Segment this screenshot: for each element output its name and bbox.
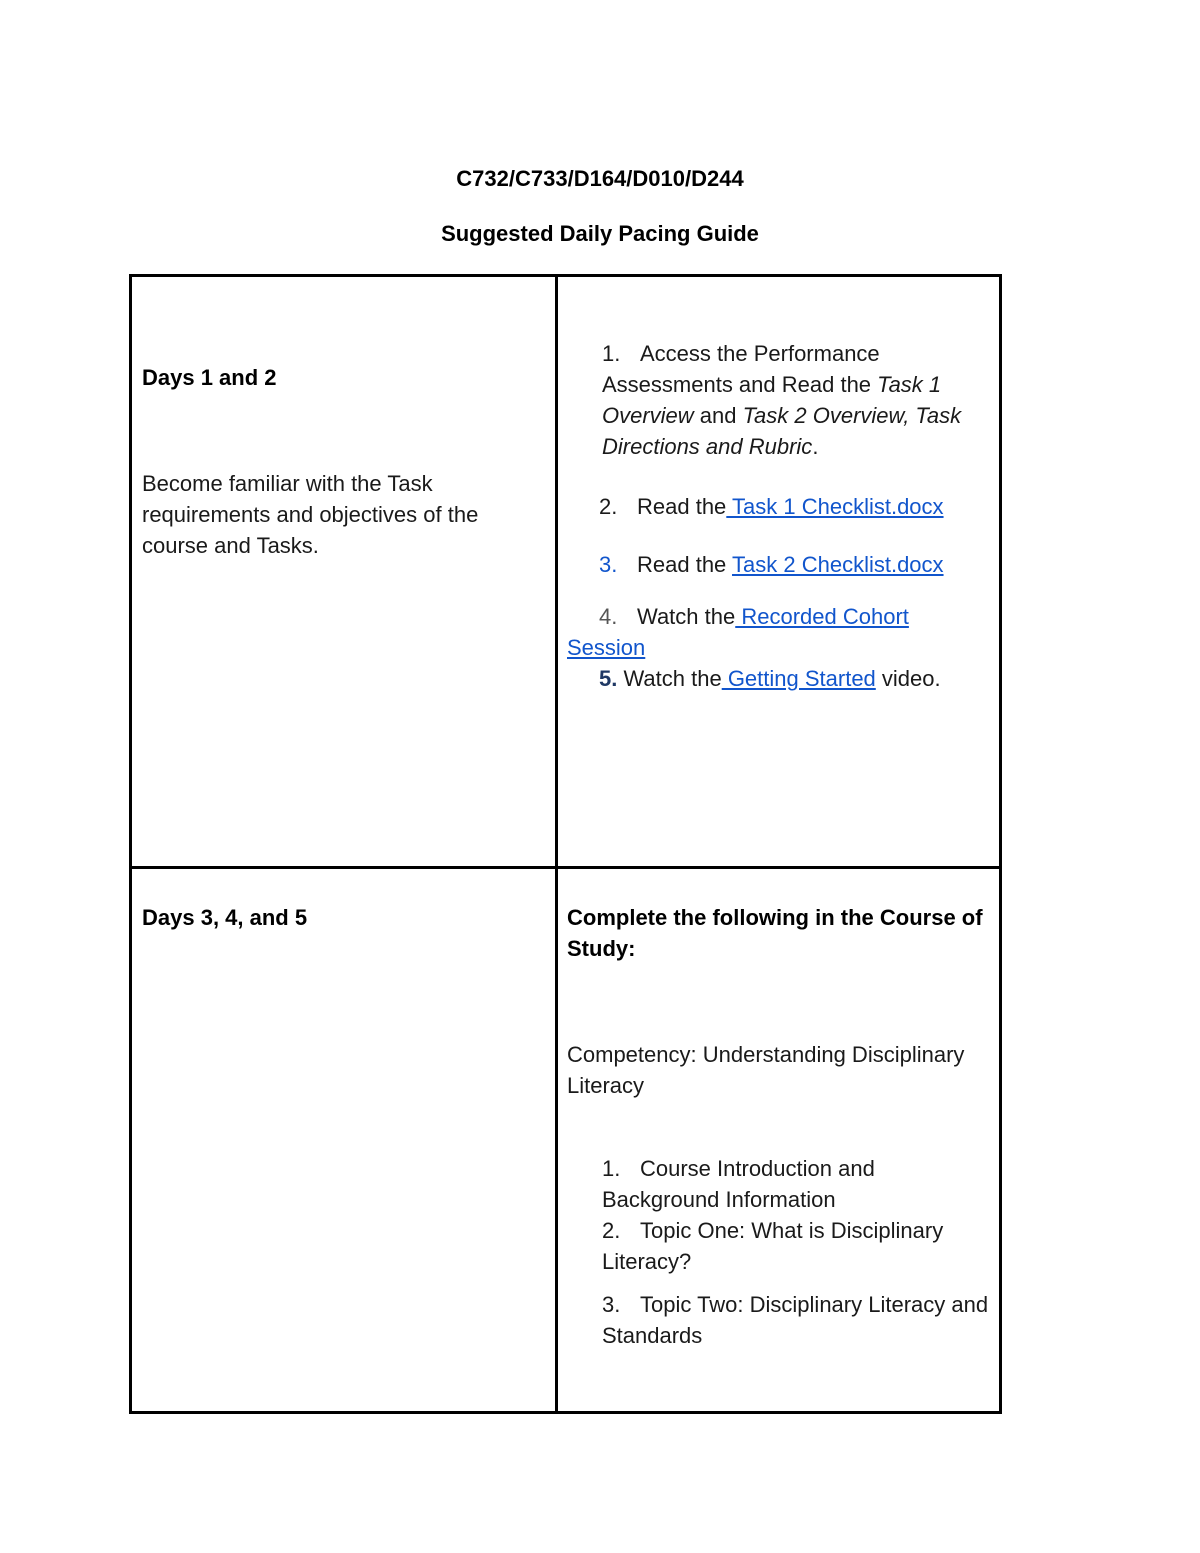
getting-started-link[interactable]: Getting Started: [721, 666, 876, 691]
table-cell-days-1-2: [131, 276, 557, 868]
topic-item: 2. Topic One: What is Disciplinary Literacy?: [602, 1215, 992, 1277]
day-label: Days 3, 4, and 5: [142, 905, 308, 930]
table-cell-days-3-5-steps: [557, 868, 1001, 1413]
topic-item: 1. Course Introduction and Background Information: [602, 1153, 992, 1215]
step-item: 4. Watch the Recorded Cohort Session: [567, 601, 967, 663]
step-item: 5. Watch the Getting Started video.: [599, 666, 941, 691]
topic-number: 1.: [602, 1156, 621, 1181]
step-item: 2. Read the Task 1 Checklist.docx: [599, 491, 999, 522]
recorded-cohort-session-link[interactable]: Recorded Cohort Session: [567, 604, 909, 660]
task-1-checklist-link[interactable]: Task 1 Checklist.docx: [726, 494, 944, 519]
course-codes: C732/C733/D164/D010/D244: [456, 166, 744, 191]
competency-text: Competency: Understanding Disciplinary Literacy: [567, 1042, 965, 1098]
topic-item: 3. Topic Two: Disciplinary Literacy and Standards: [602, 1289, 992, 1351]
table-cell-days-3-5: [131, 868, 557, 1413]
step-number: 2.: [599, 494, 618, 519]
step-number: 1.: [602, 341, 621, 366]
table-row: [131, 868, 1001, 1413]
step-number: 4.: [599, 604, 618, 629]
step-number: 3.: [599, 552, 618, 577]
day-label: Days 1 and 2: [142, 365, 277, 390]
task-2-checklist-link[interactable]: Task 2 Checklist.docx: [732, 552, 944, 577]
table-cell-days-1-2-steps: [557, 276, 1001, 868]
topic-number: 3.: [602, 1292, 621, 1317]
table-row: [131, 276, 1001, 868]
step-number: 5.: [599, 666, 618, 691]
step-item: 3. Read the Task 2 Checklist.docx: [599, 549, 999, 580]
pacing-table: [129, 274, 1002, 1414]
section-heading: Complete the following in the Course of Study:: [567, 905, 983, 961]
day-description: Become familiar with the Task requirements and objectives of the course and Tasks.: [142, 471, 479, 558]
topic-number: 2.: [602, 1218, 621, 1243]
page-title: Suggested Daily Pacing Guide: [441, 221, 759, 246]
step-item: 1. Access the Performance Assessments and Read the Task 1 Overview and Task 2 Overview, Task Directions and Rubric.: [602, 338, 997, 462]
